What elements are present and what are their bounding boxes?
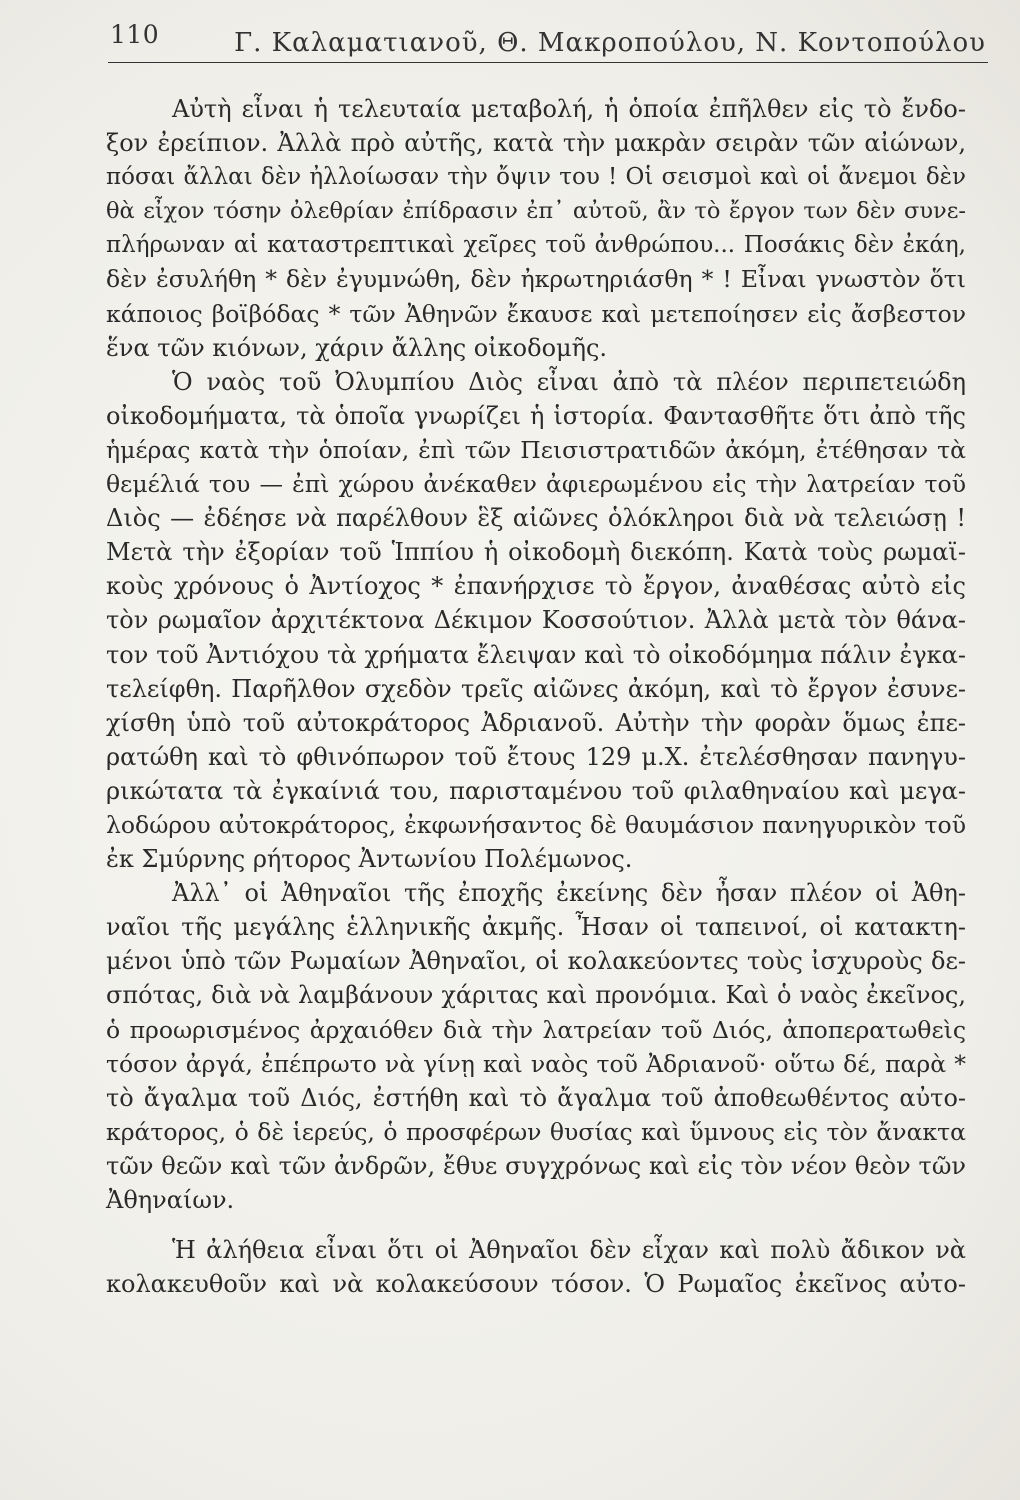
text-line: κοὺς χρόνους ὁ Ἀντίοχος * ἐπανήρχισε τὸ ἔργον, ἀναθέσας αὐτὸ εἰς: [106, 572, 966, 601]
text-line: Αὐτὴ εἶναι ἡ τελευταία μεταβολή, ἡ ὁποία ἐπῆλθεν εἰς τὸ ἔνδο-: [172, 95, 966, 123]
text-line: χίσθη ὑπὸ τοῦ αὐτοκράτορος Ἀδριανοῦ. Αὐτὴν τὴν φορὰν ὅμως ἐπε-: [106, 708, 966, 737]
text-line: θεμέλιά του — ἐπὶ χώρου ἀνέκαθεν ἀφιερωμένου εἰς τὴν λατρείαν τοῦ: [106, 470, 966, 499]
text-line: τελείφθη. Παρῆλθον σχεδὸν τρεῖς αἰῶνες ἀκόμη, καὶ τὸ ἔργον ἐσυνε-: [106, 674, 966, 703]
text-line: Ὁ ναὸς τοῦ Ὀλυμπίου Διὸς εἶναι ἀπὸ τὰ πλέον περιπετειώδη: [172, 367, 966, 396]
text-line: πόσαι ἄλλαι δὲν ἠλλοίωσαν τὴν ὄψιν του ! Οἱ σεισμοὶ καὶ οἱ ἄνεμοι δὲν: [106, 164, 966, 191]
text-line: τὸν ρωμαῖον ἀρχιτέκτονα Δέκιμον Κοσσούτιον. Ἀλλὰ μετὰ τὸν θάνα-: [106, 606, 966, 635]
text-line: Διὸς — ἐδέησε νὰ παρέλθουν ἓξ αἰῶνες ὁλόκληροι διὰ νὰ τελειώσῃ !: [106, 504, 966, 533]
text-line: σπότας, διὰ νὰ λαμβάνουν χάριτας καὶ προνόμια. Καὶ ὁ ναὸς ἐκεῖνος,: [106, 981, 966, 1010]
text-line: ἡμέρας κατὰ τὴν ὁποίαν, ἐπὶ τῶν Πεισιστρατιδῶν ἀκόμη, ἐτέθησαν τὰ: [106, 435, 966, 464]
body-text: [106, 92, 966, 1301]
running-head: Γ. Καλαματιανοῦ, Θ. Μακροπούλου, Ν. Κοντοπούλου: [234, 28, 986, 58]
text-line: ξον ἐρείπιον. Ἀλλὰ πρὸ αὐτῆς, κατὰ τὴν μακρὰν σειρὰν τῶν αἰώνων,: [106, 129, 966, 158]
text-line: κάποιος βοϊβόδας * τῶν Ἀθηνῶν ἔκαυσε καὶ μετεποίησεν εἰς ἄσβεστον: [106, 299, 966, 328]
text-line: δὲν ἐσυλήθη * δὲν ἐγυμνώθη, δὲν ἠκρωτηριάσθη * ! Εἶναι γνωστὸν ὅτι: [106, 265, 966, 294]
text-line: πλήρωναν αἱ καταστρεπτικαὶ χεῖρες τοῦ ἀνθρώπου... Ποσάκις δὲν ἐκάη,: [106, 232, 966, 259]
text-line: Ἀλλ᾿ οἱ Ἀθηναῖοι τῆς ἐποχῆς ἐκείνης δὲν ἦσαν πλέον οἱ Ἀθη-: [172, 879, 966, 908]
text-line: Ἀθηναίων.: [106, 1186, 235, 1214]
page-header: [108, 14, 988, 63]
text-line: τόσον ἀργά, ἐπέπρωτο νὰ γίνῃ καὶ ναὸς τοῦ Ἀδριανοῦ· οὕτω δέ, παρὰ *: [106, 1049, 966, 1078]
text-line: ὁ προωρισμένος ἀρχαιόθεν διὰ τὴν λατρείαν τοῦ Διός, ἀποπερατωθεὶς: [106, 1015, 966, 1044]
text-line: Μετὰ τὴν ἐξορίαν τοῦ Ἱππίου ἡ οἰκοδομὴ διεκόπη. Κατὰ τοὺς ρωμαϊ-: [106, 538, 966, 567]
text-line: λοδώρου αὐτοκράτορος, ἐκφωνήσαντος δὲ θαυμάσιον πανηγυρικὸν τοῦ: [106, 810, 966, 839]
text-line: ναῖοι τῆς μεγάλης ἑλληνικῆς ἀκμῆς. Ἦσαν οἱ ταπεινοί, οἱ κατακτη-: [106, 913, 966, 942]
text-line: τὸ ἄγαλμα τοῦ Διός, ἐστήθη καὶ τὸ ἄγαλμα τοῦ ἀποθεωθέντος αὐτο-: [106, 1083, 966, 1112]
text-line: ἕνα τῶν κιόνων, χάριν ἄλλης οἰκοδομῆς.: [106, 333, 608, 362]
text-line: τον τοῦ Ἀντιόχου τὰ χρήματα ἔλειψαν καὶ τὸ οἰκοδόμημα πάλιν ἐγκα-: [106, 640, 966, 669]
page-number: 110: [110, 20, 160, 49]
text-line: μένοι ὑπὸ τῶν Ρωμαίων Ἀθηναῖοι, οἱ κολακεύοντες τοὺς ἰσχυροὺς δε-: [106, 947, 966, 976]
text-line: ρατώθη καὶ τὸ φθινόπωρον τοῦ ἔτους 129 μ.Χ. ἐτελέσθησαν πανηγυ-: [106, 742, 966, 771]
text-line: κολακευθοῦν καὶ νὰ κολακεύσουν τόσον. Ὁ Ρωμαῖος ἐκεῖνος αὐτο-: [106, 1270, 966, 1299]
text-line: ἐκ Σμύρνης ρήτορος Ἀντωνίου Πολέμωνος.: [106, 845, 633, 874]
text-line: θὰ εἶχον τόσην ὀλεθρίαν ἐπίδρασιν ἐπ᾿ αὐτοῦ, ἂν τὸ ἔργον των δὲν συνε-: [106, 198, 966, 225]
text-line: ρικώτατα τὰ ἐγκαίνιά του, παρισταμένου τοῦ φιλαθηναίου καὶ μεγα-: [106, 776, 966, 805]
text-line: κράτορος, ὁ δὲ ἱερεύς, ὁ προσφέρων θυσίας καὶ ὕμνους εἰς τὸν ἄνακτα: [106, 1117, 966, 1146]
text-line: οἰκοδομήματα, τὰ ὁποῖα γνωρίζει ἡ ἱστορία. Φαντασθῆτε ὅτι ἀπὸ τῆς: [106, 401, 966, 430]
text-line: τῶν θεῶν καὶ τῶν ἀνδρῶν, ἔθυε συγχρόνως καὶ εἰς τὸν νέον θεὸν τῶν: [106, 1151, 966, 1180]
text-line: Ἡ ἀλήθεια εἶναι ὅτι οἱ Ἀθηναῖοι δὲν εἶχαν καὶ πολὺ ἄδικον νὰ: [172, 1236, 966, 1265]
